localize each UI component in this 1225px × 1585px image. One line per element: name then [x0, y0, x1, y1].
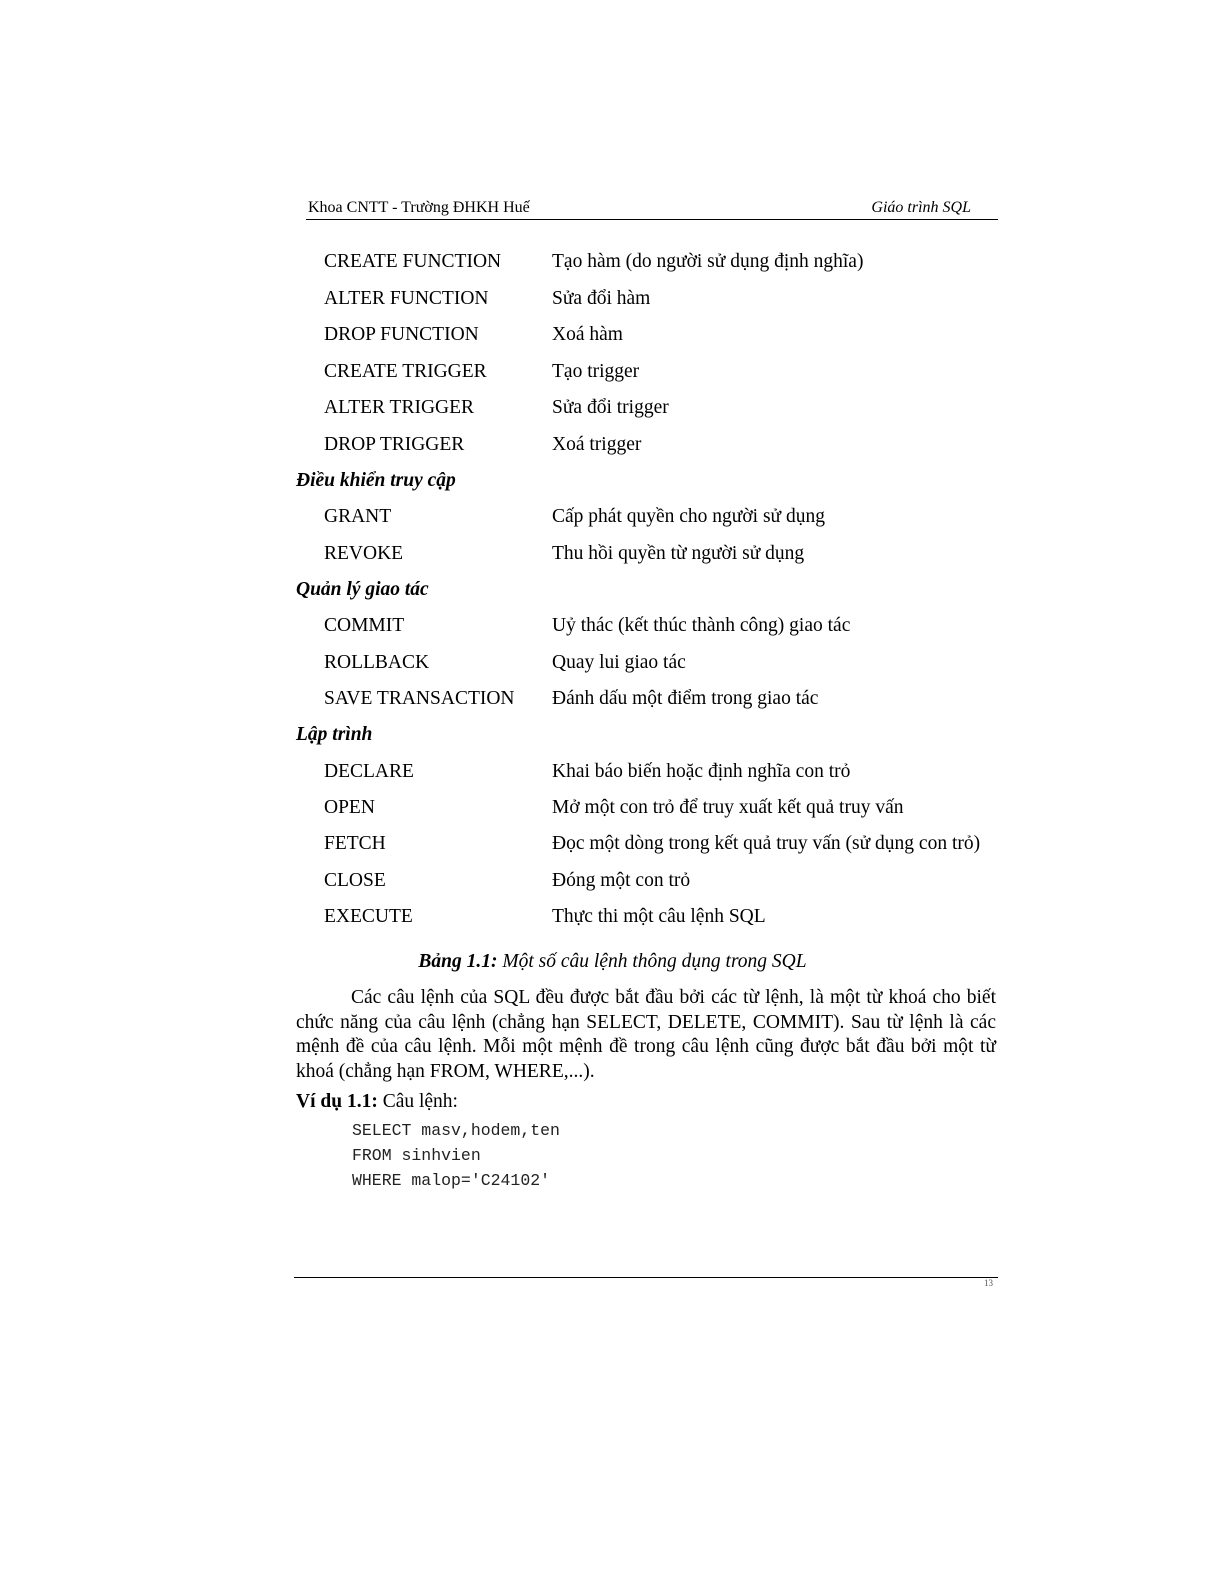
caption-label: Bảng 1.1: [418, 951, 498, 972]
code-block [352, 1118, 560, 1193]
command-name: CREATE FUNCTION [324, 251, 502, 272]
body-paragraph: Các câu lệnh của SQL đều được bắt đầu bởi các từ lệnh, là một từ khoá cho biết chức năng của câu lệnh (chẳng hạn SELECT, DELETE, COMMIT). Sau từ lệnh là các mệnh đề của câu lệnh. Mỗi một mệnh đề trong câu lệnh cũng được bắt đầu bởi một từ khoá (chẳng hạn FROM, WHERE,...). [296, 987, 996, 1082]
command-description: Khai báo biến hoặc định nghĩa con trỏ [552, 761, 851, 782]
command-description: Xoá trigger [552, 434, 642, 455]
example-text: Câu lệnh: [377, 1091, 458, 1112]
example-heading [296, 1090, 458, 1114]
section-heading: Lập trình [296, 724, 373, 745]
command-description: Đánh dấu một điểm trong giao tác [552, 688, 819, 709]
page-number: 13 [984, 1278, 993, 1288]
command-description: Đóng một con trỏ [552, 870, 691, 891]
command-description: Quay lui giao tác [552, 652, 686, 673]
command-name: DECLARE [324, 761, 414, 782]
command-name: ROLLBACK [324, 652, 430, 673]
caption-text: Một số câu lệnh thông dụng trong SQL [497, 951, 807, 972]
command-name: SAVE TRANSACTION [324, 688, 515, 709]
table-caption [0, 950, 1225, 974]
command-name: CLOSE [324, 870, 386, 891]
command-name: REVOKE [324, 543, 404, 564]
header-left-text: Khoa CNTT - Trường ĐHKH Huế [308, 199, 530, 216]
header-rule [306, 219, 998, 220]
command-name: OPEN [324, 797, 375, 818]
command-description: Cấp phát quyền cho người sử dụng [552, 506, 825, 527]
command-description: Thực thi một câu lệnh SQL [552, 906, 766, 927]
command-name: CREATE TRIGGER [324, 361, 487, 382]
command-name: ALTER FUNCTION [324, 288, 489, 309]
section-heading: Điều khiển truy cập [296, 470, 456, 491]
command-description: Xoá hàm [552, 324, 623, 345]
section-heading: Quản lý giao tác [296, 579, 429, 600]
command-description: Thu hồi quyền từ người sử dụng [552, 543, 805, 564]
command-name: DROP FUNCTION [324, 324, 479, 345]
command-description: Đọc một dòng trong kết quả truy vấn (sử dụng con trỏ) [552, 833, 981, 854]
command-description: Uỷ thác (kết thúc thành công) giao tác [552, 615, 851, 636]
command-name: EXECUTE [324, 906, 413, 927]
header-right-text: Giáo trình SQL [871, 199, 971, 216]
code-line: FROM sinhvien [352, 1146, 481, 1165]
command-description: Sửa đổi hàm [552, 288, 651, 309]
command-name: COMMIT [324, 615, 405, 636]
example-label: Ví dụ 1.1: [296, 1091, 378, 1112]
command-name: ALTER TRIGGER [324, 397, 475, 418]
command-description: Mở một con trỏ để truy xuất kết quả truy vấn [552, 797, 904, 818]
command-name: GRANT [324, 506, 392, 527]
footer-rule [294, 1277, 998, 1278]
code-line: WHERE malop='C24102' [352, 1171, 551, 1190]
code-line: SELECT masv,hodem,ten [352, 1121, 560, 1140]
command-name: FETCH [324, 833, 386, 854]
command-description: Tạo trigger [552, 361, 640, 382]
command-description: Sửa đổi trigger [552, 397, 669, 418]
command-description: Tạo hàm (do người sử dụng định nghĩa) [552, 251, 864, 272]
command-name: DROP TRIGGER [324, 434, 465, 455]
